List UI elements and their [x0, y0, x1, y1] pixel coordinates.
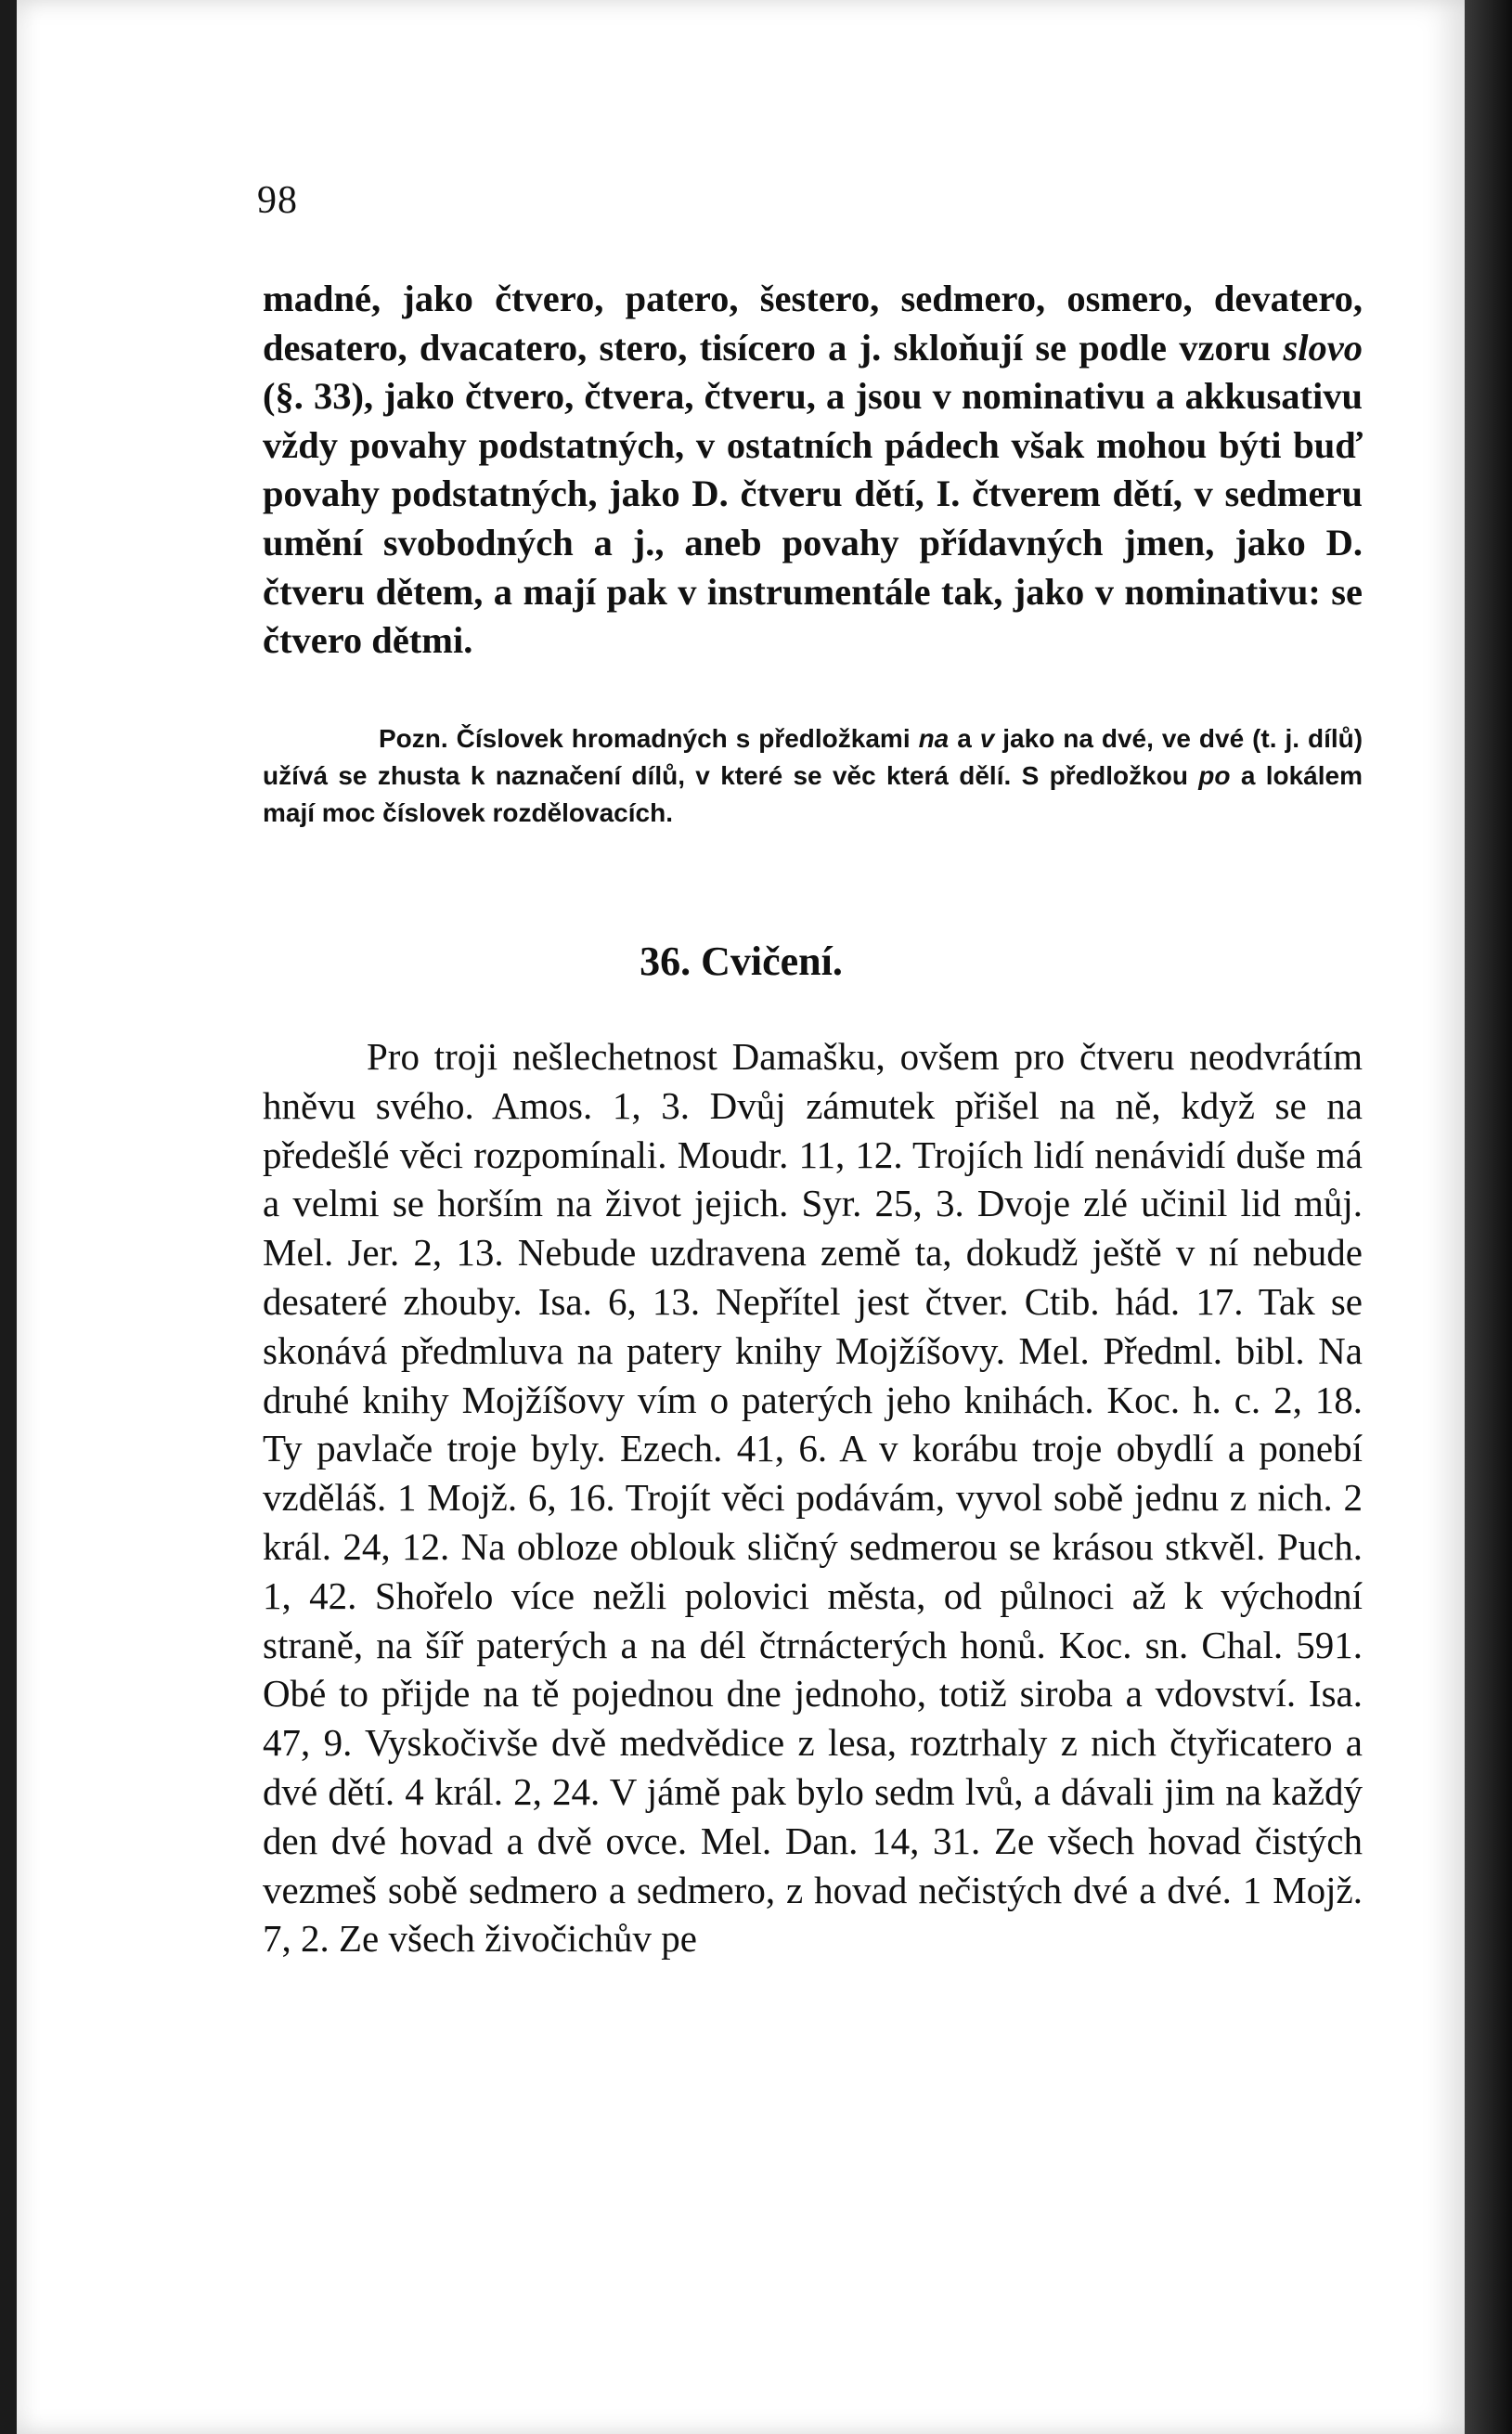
body-emphasis-word: slovo [1283, 326, 1363, 369]
body-text-part-2: (§. 33), jako čtvero, čtvera, čtveru, a jsou v nominativu a akkusativu vždy povahy podstatných, v ostatních pádech však mohou býti buď povahy podstatných, jako D. čtveru dětí, I. čtverem dětí, v sedmeru umění svobodných a j., aneb povahy přídavných jmen, jako D. čtveru dětem, a mají pak v instrumentále tak, jako v nominativu: se čtvero dětmi. [263, 375, 1363, 662]
note-emphasis-2: v [979, 724, 995, 753]
footnote-remark [263, 720, 1363, 832]
body-text-part-1: madné, jako čtvero, patero, šestero, sedmero, osmero, devatero, desatero, dvacatero, stero, tisícero a j. skloňují se podle vzoru [263, 278, 1363, 369]
page-number: 98 [257, 179, 298, 222]
note-text-part-1: Číslovek hromadných s předložkami [456, 724, 911, 753]
page-edge-shadow [1465, 0, 1512, 2434]
section-heading-text: 36. Cvičení. [640, 939, 843, 984]
note-text-part-2: a [957, 724, 972, 753]
note-text-part-3: jako na dvé, ve dvé (t. j. dílů) užívá se zhusta k naznačení dílů, v které se věc která dělí. S předložkou [263, 724, 1363, 790]
note-text-part-4: a lokálem mají moc číslovek rozdělovacích. [263, 761, 1363, 827]
exercise-paragraph [263, 1032, 1363, 1963]
note-emphasis-1: na [918, 724, 950, 753]
body-paragraph [263, 275, 1363, 666]
note-emphasis-3: po [1198, 761, 1231, 790]
exercise-text: Pro troji nešlechetnost Damašku, ovšem pro čtveru neodvrátím hněvu svého. Amos. 1, 3. Dvůj zámutek přišel na ně, když se na předešlé věci rozpomínali. Moudr. 11, 12. Trojích lidí nenávidí duše má a velmi se horším na život jejich. Syr. 25, 3. Dvoje zlé učinil lid můj. Mel. Jer. 2, 13. Nebude uzdravena země ta, dokudž ještě v ní nebude desateré zhouby. Isa. 6, 13. Nepřítel jest čtver. Ctib. hád. 17. Tak se skonává předmluva na patery knihy Mojžíšovy. Mel. Předml. bibl. Na druhé knihy Mojžíšovy vím o paterých jeho knihách. Koc. h. c. 2, 18. Ty pavlače troje byly. Ezech. 41, 6. A v korábu troje obydlí a ponebí vzděláš. 1 Mojž. 6, 16. Trojít věci podávám, vyvol sobě jednu z nich. 2 král. 24, 12. Na obloze oblouk sličný sedmerou se krásou stkvěl. Puch. 1, 42. Shořelo více nežli polovici města, od půlnoci až k východní straně, na šíř paterých a na dél čtrnácterých honů. Koc. sn. Chal. 591. Obé to přijde na tě pojednou dne jednoho, totiž siroba a vdovství. Isa. 47, 9. Vyskočivše dvě medvědice z lesa, roztrhaly z nich čtyřicatero a dvé dětí. 4 král. 2, 24. V jámě pak bylo sedm lvů, a dávali jim na každý den dvé hovad a dvě ovce. Mel. Dan. 14, 31. Ze všech hovad čistých vezmeš sobě sedmero a sedmero, z hovad nečistých dvé a dvé. 1 Mojž. 7, 2. Ze všech živočichův pe [263, 1035, 1363, 1961]
note-label: Pozn. [379, 724, 448, 753]
section-heading [0, 938, 1512, 985]
